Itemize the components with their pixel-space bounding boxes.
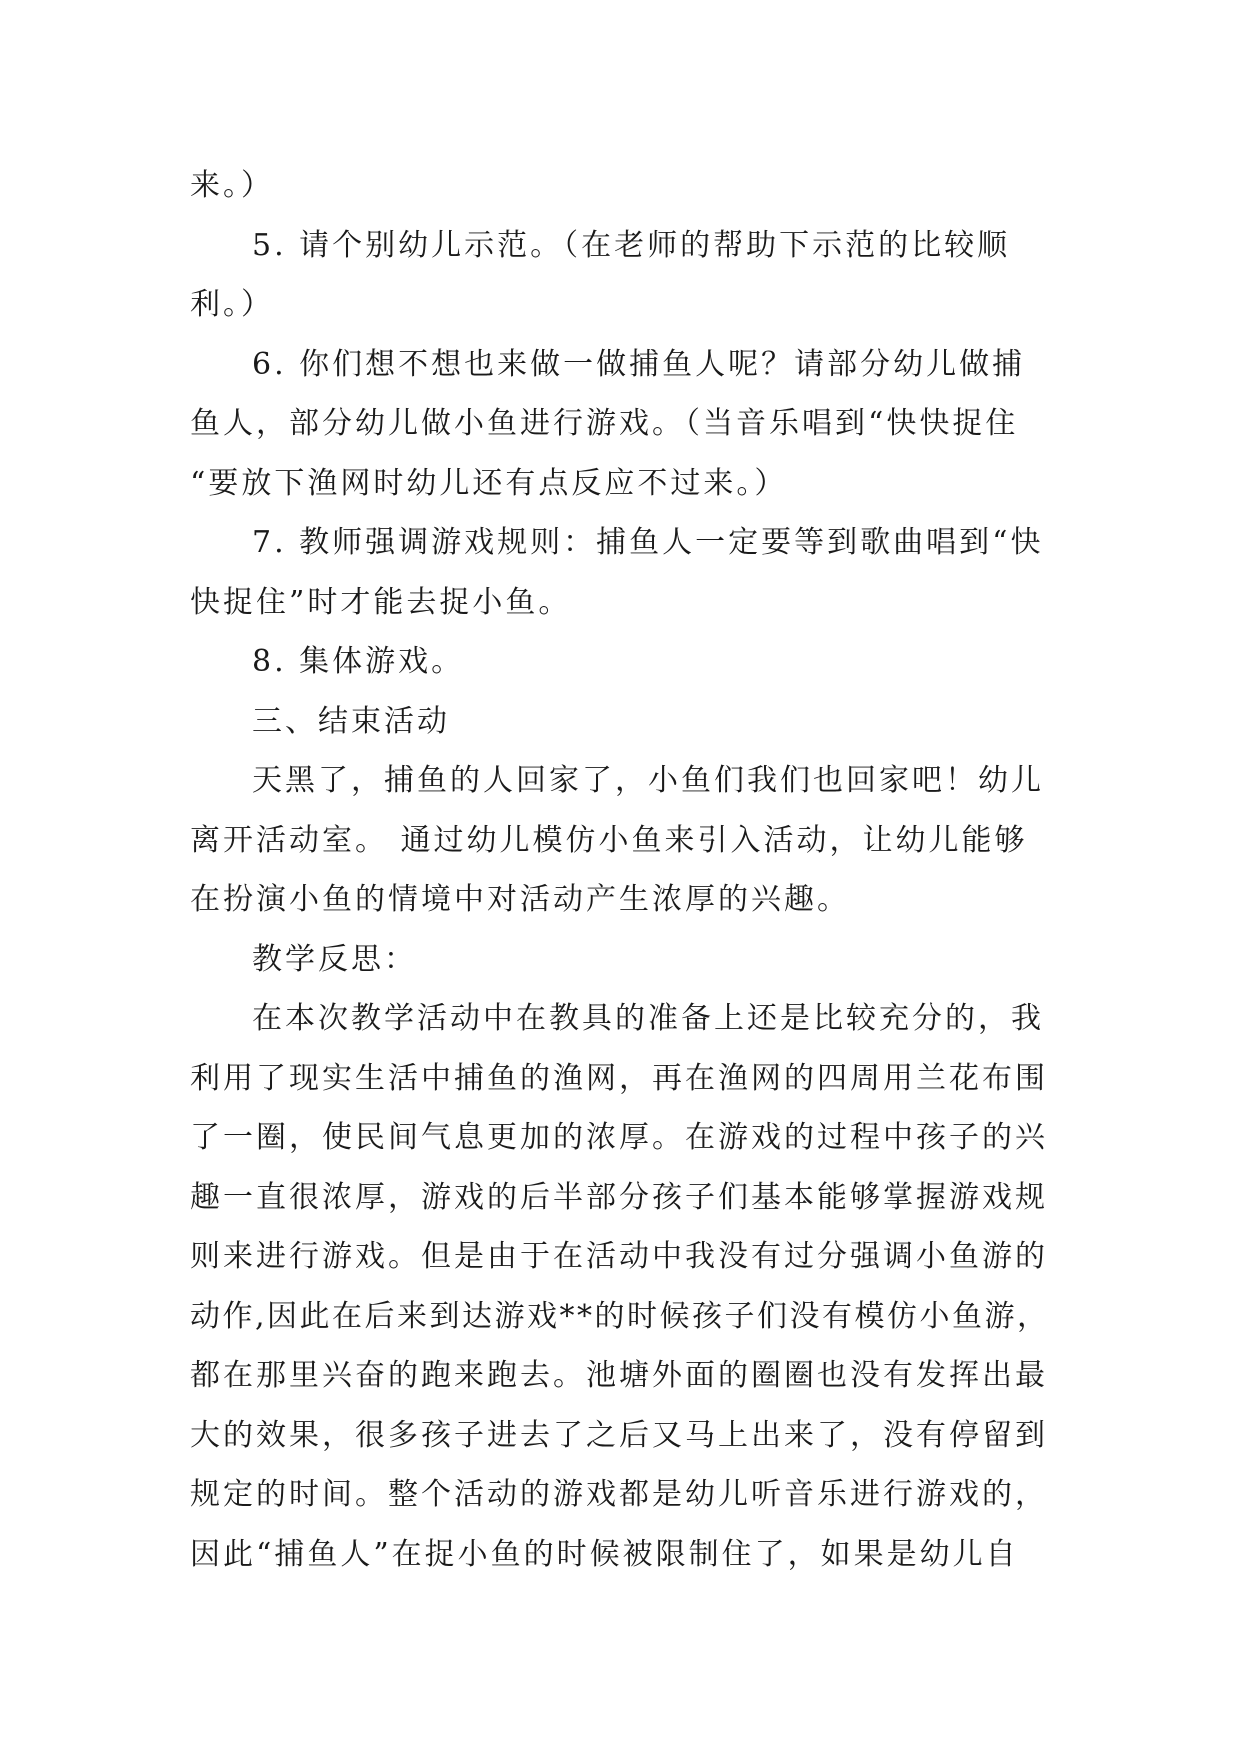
text-line: 7. 教师强调游戏规则：捕鱼人一定要等到歌曲唱到“快: [252, 525, 1044, 560]
text-line: 天黑了，捕鱼的人回家了，小鱼们我们也回家吧！幼儿: [252, 763, 1044, 798]
text-line: 则来进行游戏。但是由于在活动中我没有过分强调小鱼游的: [190, 1239, 1048, 1274]
text-line: 大的效果，很多孩子进去了之后又马上出来了，没有停留到: [190, 1417, 1048, 1453]
text-line: 趣一直很浓厚，游戏的后半部分孩子们基本能够掌握游戏规: [190, 1179, 1048, 1215]
text-line: 鱼人，部分幼儿做小鱼进行游戏。（当音乐唱到“快快捉住: [190, 406, 1019, 441]
text-line: 6. 你们想不想也来做一做捕鱼人呢？请部分幼儿做捕: [252, 346, 1026, 382]
text-line: 8. 集体游戏。: [252, 644, 465, 679]
text-line: 来。）: [190, 168, 274, 203]
text-line: 快捉住”时才能去捉小鱼。: [190, 584, 572, 620]
text-line: 因此“捕鱼人”在捉小鱼的时候被限制住了，如果是幼儿自: [190, 1536, 1019, 1572]
section-heading: 教学反思：: [252, 941, 417, 977]
text-line: 离开活动室。 通过幼儿模仿小鱼来引入活动，让幼儿能够: [190, 822, 1028, 858]
text-line: 利。）: [190, 287, 274, 322]
text-line: 规定的时间。整个活动的游戏都是幼儿听音乐进行游戏的，: [190, 1477, 1048, 1512]
text-line: 了一圈，使民间气息更加的浓厚。在游戏的过程中孩子的兴: [190, 1120, 1048, 1155]
text-line: 利用了现实生活中捕鱼的渔网，再在渔网的四周用兰花布围: [190, 1060, 1048, 1096]
text-line: 动作,因此在后来到达游戏**的时候孩子们没有模仿小鱼游，: [190, 1298, 1050, 1334]
body-text: [190, 156, 1050, 1584]
text-line: 都在那里兴奋的跑来跑去。池塘外面的圈圈也没有发挥出最: [190, 1358, 1048, 1393]
text-line: “要放下渔网时幼儿还有点反应不过来。）: [190, 465, 788, 501]
text-line: 5. 请个别幼儿示范。（在老师的帮助下示范的比较顺: [252, 227, 1011, 263]
text-line: 在本次教学活动中在教具的准备上还是比较充分的，我: [252, 1001, 1044, 1036]
text-line: 在扮演小鱼的情境中对活动产生浓厚的兴趣。: [190, 882, 850, 917]
section-heading: 三、结束活动: [252, 703, 450, 739]
